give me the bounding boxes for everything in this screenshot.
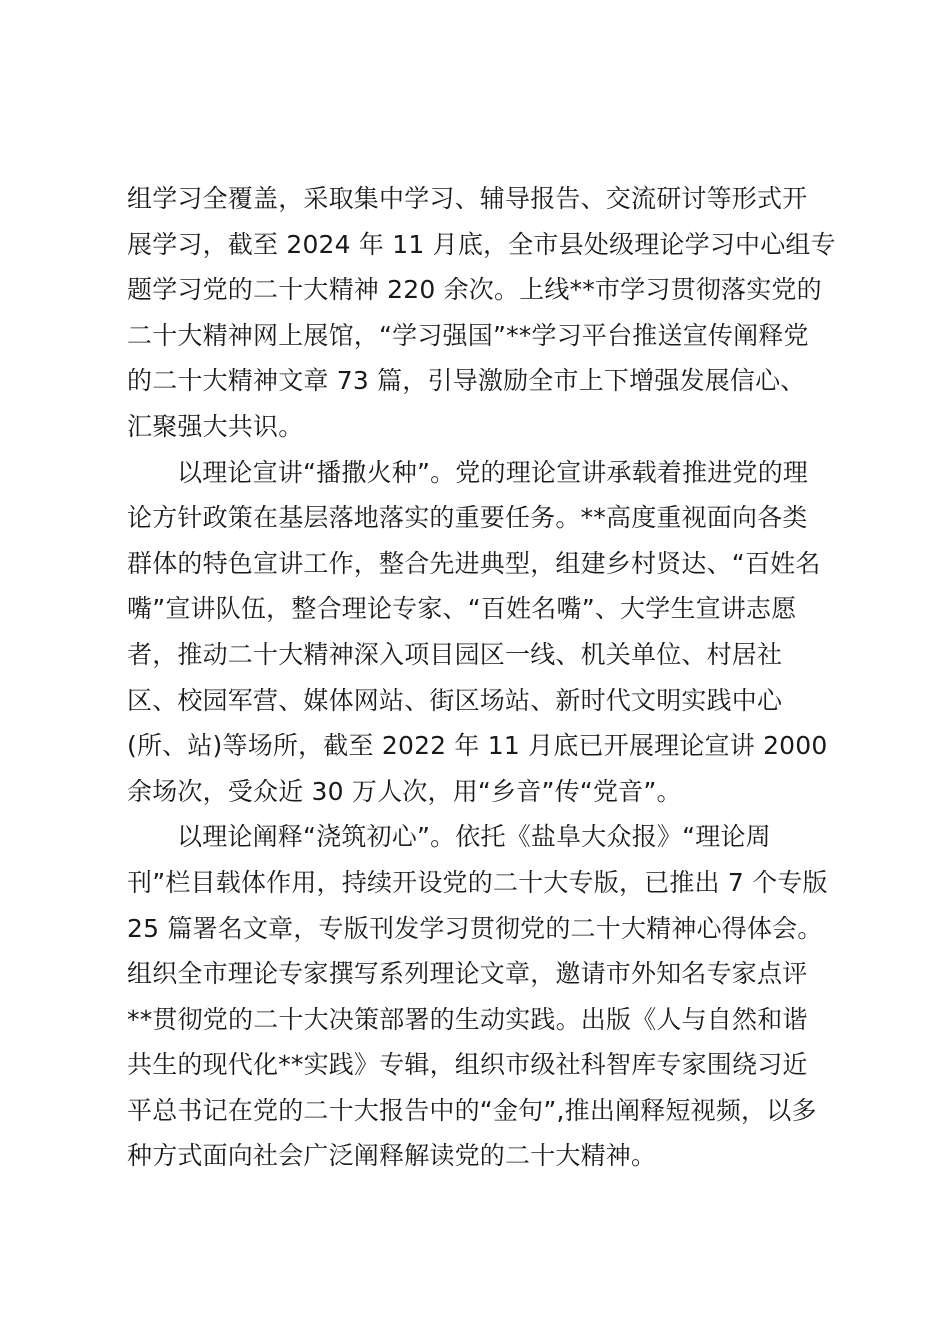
text-line: 的二十大精神文章 73 篇，引导激励全市上下增强发展信心、 [127, 366, 806, 396]
text-line: 汇聚强大共识。 [127, 411, 304, 441]
text-line: **贯彻党的二十大决策部署的生动实践。出版《人与自然和谐 [127, 1004, 808, 1034]
text-line: (所、站)等场所，截至 2022 年 11 月底已开展理论宣讲 2000 [127, 731, 828, 761]
text-line: 题学习党的二十大精神 220 余次。上线**市学习贯彻落实党的 [127, 275, 822, 305]
text-line: 组学习全覆盖，采取集中学习、辅导报告、交流研讨等形式开 [127, 184, 808, 213]
text-line: 展学习，截至 2024 年 11 月底，全市县处级理论学习中心组专 [127, 229, 836, 259]
paragraph-heading-line: 以理论宣讲“播撒火种”。党的理论宣讲承载着推进党的理 [177, 457, 809, 487]
text-line: 区、校园军营、媒体网站、街区场站、新时代文明实践中心 [127, 685, 783, 715]
text-line: 余场次，受众近 30 万人次，用“乡音”传“党音”。 [127, 776, 682, 806]
text-line: 种方式面向社会广泛阐释解读党的二十大精神。 [127, 1141, 657, 1171]
text-line: 25 篇署名文章，专版刊发学习贯彻党的二十大精神心得体会。 [127, 913, 823, 943]
text-line: 平总书记在党的二十大报告中的“金句”,推出阐释短视频，以多 [127, 1095, 817, 1125]
text-line: 论方针政策在基层落地落实的重要任务。**高度重视面向各类 [127, 503, 808, 533]
text-line: 群体的特色宣讲工作，整合先进典型，组建乡村贤达、“百姓名 [127, 548, 821, 578]
text-line: 组织全市理论专家撰写系列理论文章，邀请市外知名专家点评 [127, 959, 808, 989]
text-line: 共生的现代化**实践》专辑，组织市级社科智库专家围绕习近 [127, 1050, 808, 1080]
text-line: 刊”栏目载体作用，持续开设党的二十大专版，已推出 7 个专版 [127, 867, 828, 897]
text-line: 者，推动二十大精神深入项目园区一线、机关单位、村居社 [127, 639, 783, 669]
text-line: 嘴”宣讲队伍，整合理论专家、“百姓名嘴”、大学生宣讲志愿 [127, 594, 797, 624]
document-body [127, 176, 836, 1179]
text-line: 二十大精神网上展馆，“学习强国”**学习平台推送宣传阐释党 [127, 320, 809, 350]
paragraph-heading-line: 以理论阐释“浇筑初心”。依托《盐阜大众报》“理论周 [177, 822, 771, 852]
